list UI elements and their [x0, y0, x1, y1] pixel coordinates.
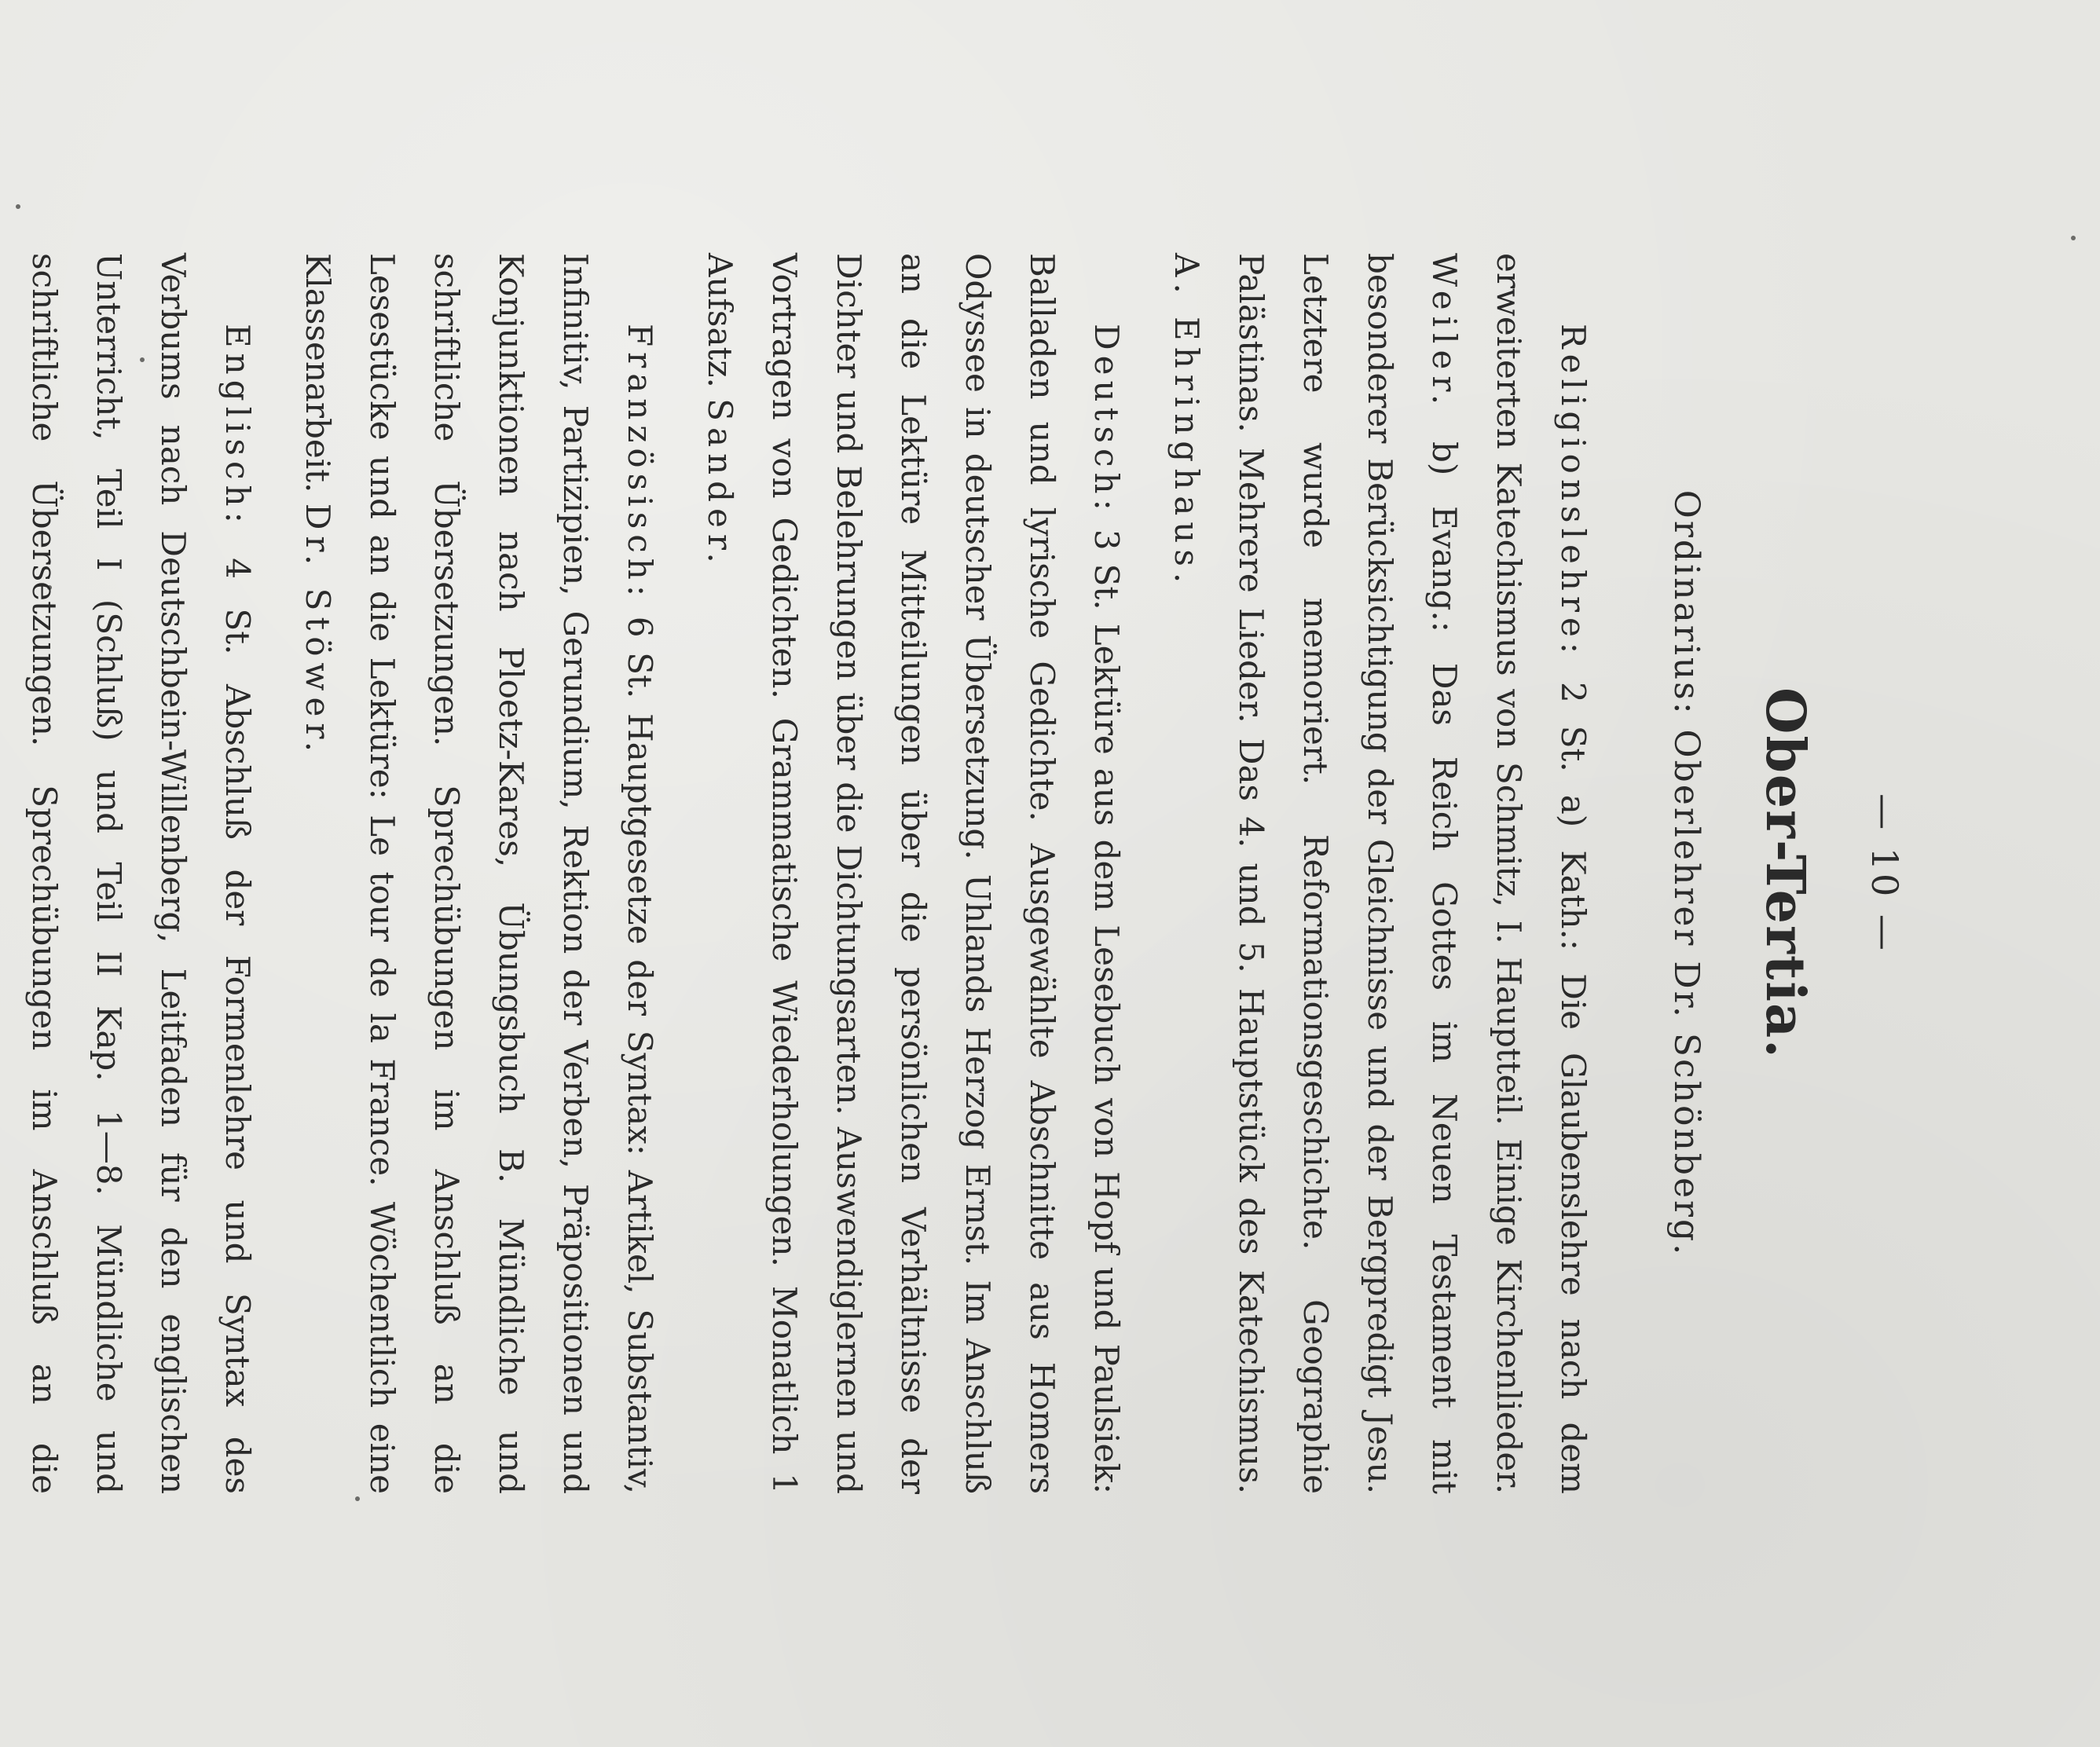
section-englisch [0, 253, 269, 1494]
page-number: — 10 — [1864, 793, 1906, 954]
section-text: 2 St. a) Kath.: Die Glaubenslehre nach dem erweiterten Katechismus von Schmitz, I. Hauptteil. Einige Kirchenlieder. [1490, 253, 1592, 1495]
page-title: Ober-Tertia. [1754, 687, 1816, 1060]
section-text: b) Evang.: Das Reich Gottes im Neuen Testament mit besonderer Berücksichtigung der Gleichnisse und der Bergpredigt Jesu. Letztere wurde memoriert. Reformationsgeschichte. Geographie Palästinas. Mehrere Lieder. Das 4. und 5. Hauptstück des Katechismus. [1232, 253, 1464, 1494]
section-franzoesisch [285, 253, 672, 1494]
subject-heading: Religionslehre: [1554, 324, 1592, 659]
dust-speck [16, 204, 20, 209]
section-text: 3 St. Lektüre aus dem Lesebuch von Hopf und Paulsiek: Balladen und lyrische Gedichte. Ausgewählte Abschnitte aus Homers Odyssee in deutscher Übersetzung. Uhlands Herzog Ernst. Im Anschluß an die Lektüre Mitteilungen über die persönlichen Verhältnisse der Dichter und Belehrungen über die Dichtungsarten. Auswendiglernen und Vortragen von Gedichten. Grammatische Wiederholungen. Monatlich 1 Aufsatz. [701, 253, 1126, 1494]
section-deutsch [687, 253, 1138, 1494]
teacher-name: A. Ehringhaus. [1167, 253, 1206, 590]
ordinarius-line: Ordinarius: Oberlehrer Dr. Schönberg. [1666, 489, 1706, 1258]
dust-speck [2071, 236, 2076, 240]
section-text: 6 St. Hauptgesetze der Syntax: Artikel, Substantiv, Infinitiv, Partizipien, Gerundium, Rektion der Verben, Präpositionen und Konjunktionen nach Ploetz-Kares, Übungsbuch B. Mündliche und schriftliche Übersetzungen. Sprechübungen im Anschluß an die Lesestücke und an die Lektüre: Le tour de la France. Wöchentlich eine Klassenarbeit. [299, 253, 659, 1494]
section-text: 4 St. Abschluß der Formenlehre und Syntax des Verbums nach Deutschbein-Willenberg, Leitfaden für den englischen Unterricht, Teil I (Schluß) und Teil II Kap. 1—8. Mündliche und schriftliche Übersetzungen. Sprechübungen im Anschluß an die [25, 253, 257, 1494]
section-religionslehre [1154, 253, 1605, 1494]
subject-heading: Englisch: [218, 324, 257, 529]
subject-heading: Französisch: [621, 324, 659, 602]
document-page [25, 135, 1961, 1612]
subject-heading: Deutsch: [1087, 324, 1126, 516]
teacher-name: Dr. Stöwer. [299, 503, 337, 759]
teacher-name: Sander. [701, 398, 739, 570]
teacher-name: Weiler. [1425, 253, 1464, 412]
